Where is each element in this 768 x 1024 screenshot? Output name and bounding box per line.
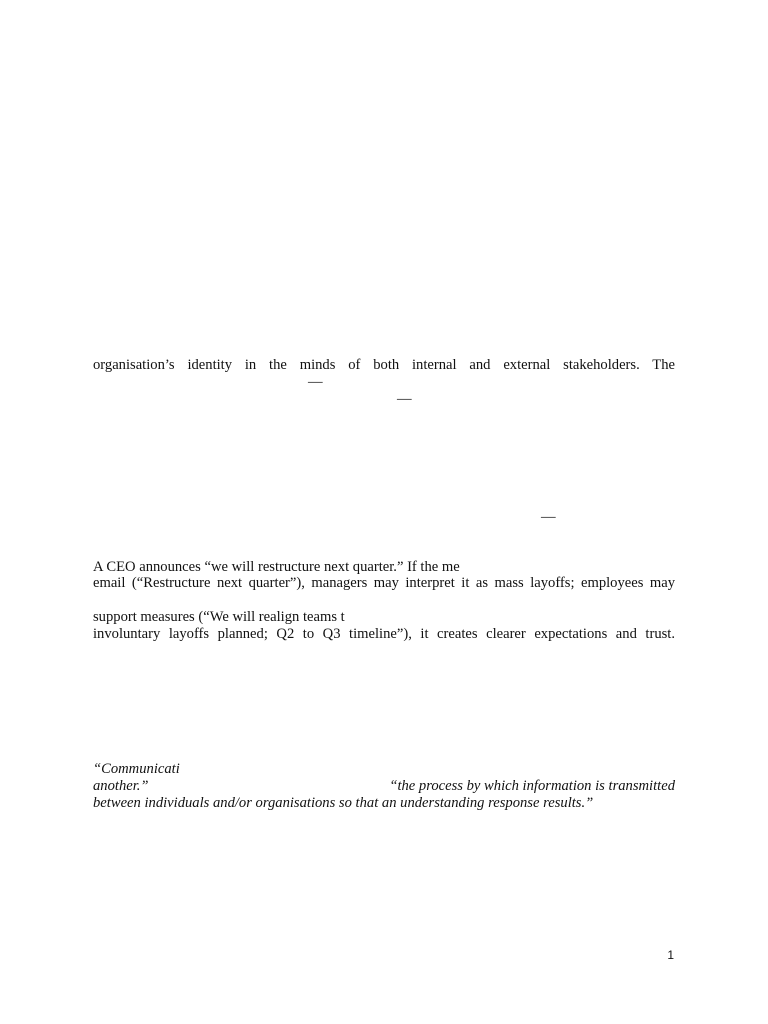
paragraph-2-line-1: A CEO announces “we will restructure next quarter.” If the me [93,559,460,575]
quote-line-2-end: “the process by which information is transmitted [389,778,675,794]
quote-line-1: “Communicati [93,761,180,777]
paragraph-2-line-3: support measures (“We will realign teams t [93,609,345,625]
em-dash-3: — [541,509,556,525]
page-number: 1 [667,948,674,962]
quote-line-2-start: another.” [93,778,149,794]
em-dash-1: — [308,374,323,390]
paragraph-2-line-2: email (“Restructure next quarter”), managers may interpret it as mass layoffs; employees may [93,575,675,591]
paragraph-1-line-1: organisation’s identity in the minds of both internal and external stakeholders. The [93,357,675,373]
paragraph-2-line-4: involuntary layoffs planned; Q2 to Q3 timeline”), it creates clearer expectations and trust. [93,626,675,642]
em-dash-2: — [397,391,412,407]
quote-line-3: between individuals and/or organisations so that an understanding response results.” [93,795,594,811]
